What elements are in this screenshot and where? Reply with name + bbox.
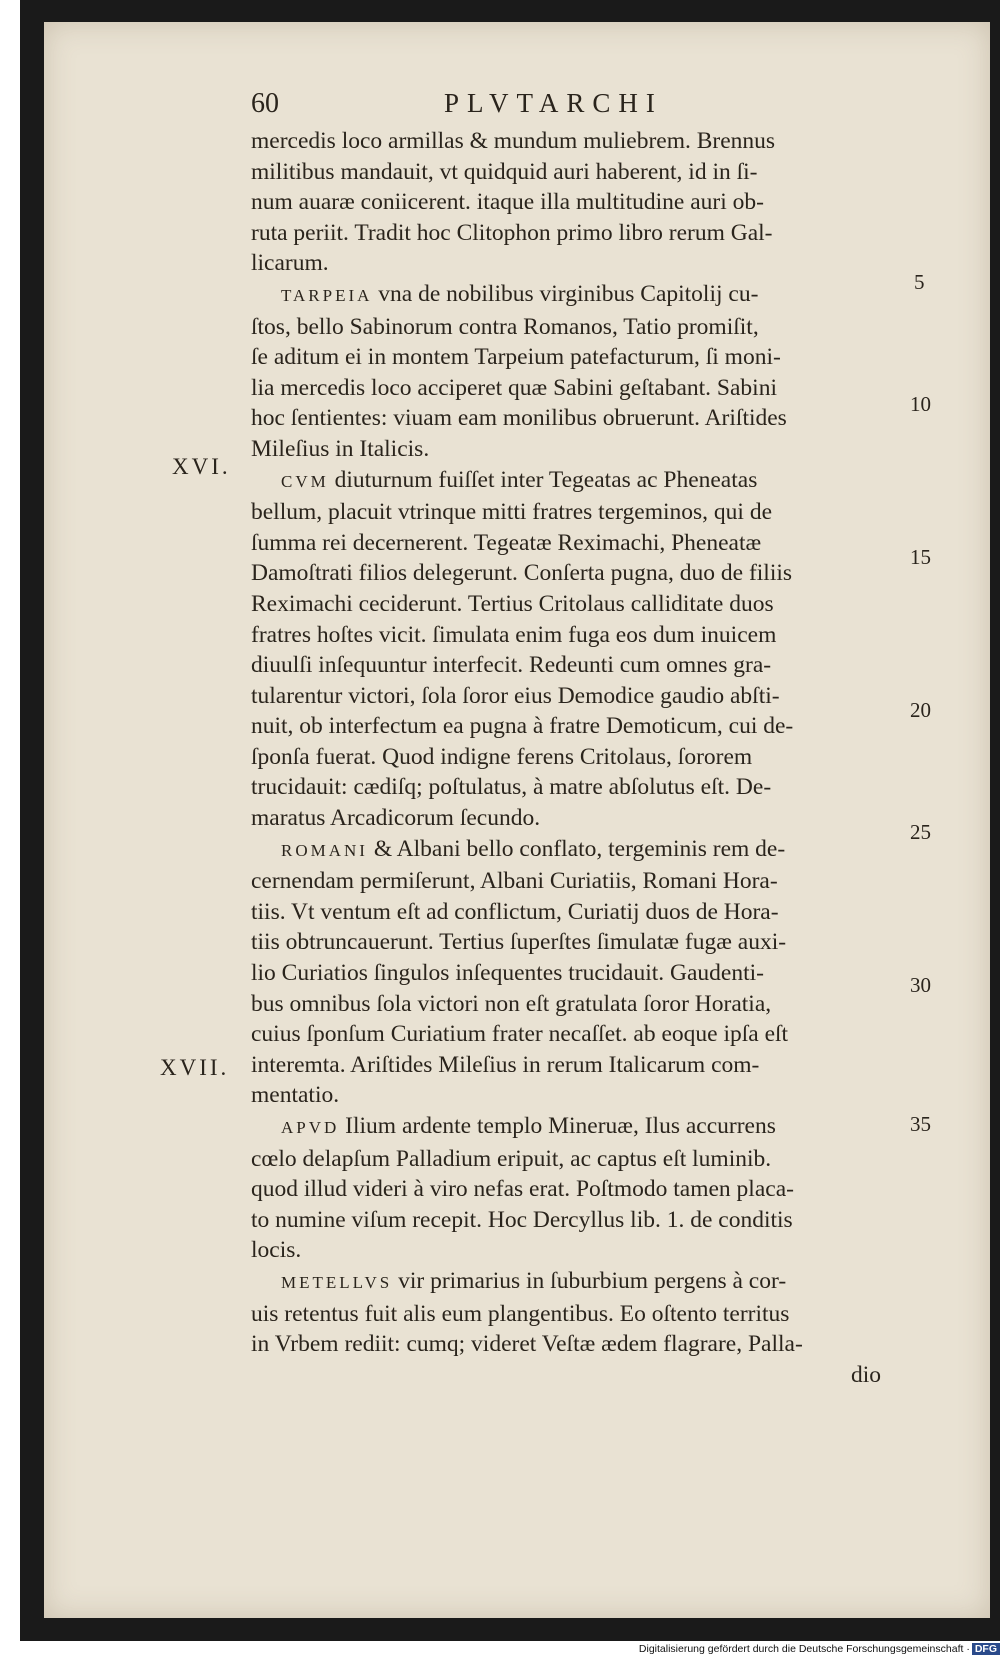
text-line: cuius ſponſum Curiatium frater necaſſet. ab eoque ipſa eſt — [251, 1021, 789, 1048]
text-line: bellum, placuit vtrinque mitti fratres tergeminos, qui de — [251, 499, 773, 526]
line-number-15: 15 — [910, 545, 931, 569]
body-text — [251, 126, 881, 1390]
dfg-logo: DFG — [972, 1643, 1000, 1655]
text-line: Damoſtrati filios delegerunt. Conſerta pugna, duo de filiis — [251, 560, 793, 587]
text-line: tularentur victori, ſola ſoror eius Demodice gaudio abſti- — [251, 682, 780, 709]
text-line: mercedis loco armillas & mundum muliebrem. Brennus — [251, 128, 776, 154]
text-line: in Vrbem rediit: cumq; videret Veſtæ ædem flagrare, Palla- — [251, 1331, 803, 1358]
text-line: fratres hoſtes vicit. ſimulata enim fuga eos dum inuicem — [251, 621, 777, 648]
running-title: PLVTARCHI — [444, 88, 663, 118]
text-line: CVM diuturnum fuiſſet inter Tegeatas ac Pheneatas — [281, 466, 758, 493]
text-line: APVD Ilium ardente templo Mineruæ, Ilus accurrens — [281, 1113, 776, 1139]
line-number-20: 20 — [910, 698, 931, 722]
text-line: uis retentus fuit alis eum plangentibus. Eo oſtento territus — [251, 1300, 790, 1327]
paragraph-lead: TARPEIA — [281, 285, 373, 305]
text-line: nuit, ob interfectum ea pugna à fratre Demoticum, cui de- — [251, 713, 794, 740]
text-line: Reximachi ceciderunt. Tertius Critolaus calliditate duos — [251, 590, 774, 617]
text-line: locis. — [251, 1237, 302, 1264]
section-mark-xvii: XVII. — [160, 1055, 230, 1080]
paragraph-lead: APVD — [281, 1118, 340, 1137]
line-number-25: 25 — [910, 820, 931, 844]
text-line: ſponſa fuerat. Quod indigne ferens Critolaus, ſororem — [251, 743, 753, 770]
text-line: cernendam permiſerunt, Albani Curiatiis, Romani Hora- — [251, 868, 778, 895]
line-number-5: 5 — [914, 270, 925, 294]
text-line: ſtos, bello Sabinorum contra Romanos, Tatio promiſit, — [251, 313, 759, 340]
page-number: 60 — [251, 88, 279, 119]
text-line: tiis. Vt ventum eſt ad conflictum, Curiatij duos de Hora- — [251, 898, 779, 925]
text-line: ſumma rei decernerent. Tegeatæ Reximachi, Pheneatæ — [251, 529, 762, 556]
text-line: hoc ſentientes: viuam eam monilibus obruerunt. Ariſtides — [251, 405, 787, 432]
footer-text: Digitalisierung gefördert durch die Deutsche Forschungsgemeinschaft · — [638, 1643, 970, 1655]
digitization-footer — [600, 1643, 1000, 1661]
text-line: lia mercedis loco acciperet quæ Sabini geſtabant. Sabini — [251, 374, 777, 401]
text-line: militibus mandauit, vt quidquid auri haberent, id in ſi- — [251, 158, 758, 185]
paragraph-romani — [251, 834, 881, 1111]
text-line: to numine viſum recepit. Hoc Dercyllus lib. 1. de conditis — [251, 1206, 793, 1233]
text-line: tiis obtruncauerunt. Tertius ſuperſtes ſimulatæ fugæ auxi- — [251, 929, 787, 956]
text-line: licarum. — [251, 250, 329, 277]
paragraph-1 — [251, 126, 881, 279]
paragraph-xvii — [251, 1111, 881, 1266]
page-header — [44, 88, 990, 124]
text-line: quod illud videri à viro nefas erat. Poſtmodo tamen placa- — [251, 1176, 794, 1203]
catchword: dio — [850, 1361, 881, 1388]
book-page — [44, 22, 990, 1618]
text-line: Mileſius in Italicis. — [251, 435, 430, 462]
text-line: bus omnibus ſola victori non eſt gratulata ſoror Horatia, — [251, 990, 772, 1017]
line-number-30: 30 — [910, 973, 931, 997]
text-line: cœlo delapſum Palladium eripuit, ac captus eſt luminib. — [251, 1145, 772, 1172]
text-line: ruta periit. Tradit hoc Clitophon primo libro rerum Gal- — [251, 219, 773, 246]
text-line: mentatio. — [251, 1082, 340, 1109]
paragraph-lead: CVM — [281, 471, 329, 491]
text-line: lio Curiatios ſingulos inſequentes trucidauit. Gaudenti- — [251, 960, 764, 987]
section-mark-xvi: XVI. — [172, 454, 231, 479]
text-line: maratus Arcadicorum ſecundo. — [251, 805, 541, 832]
paragraph-lead: ROMANI — [281, 840, 368, 860]
line-number-35: 35 — [910, 1112, 931, 1136]
text-line: METELLVS vir primarius in ſuburbium pergens à cor- — [281, 1267, 787, 1294]
text-line: num auaræ coniicerent. itaque illa multitudine auri ob- — [251, 189, 764, 216]
paragraph-tarpeia — [251, 279, 881, 465]
line-number-10: 10 — [910, 392, 931, 416]
text-line: ROMANI & Albani bello conflato, tergeminis rem de- — [281, 835, 786, 862]
text-line: TARPEIA vna de nobilibus virginibus Capitolij cu- — [281, 280, 759, 307]
text-line: interemta. Ariſtides Mileſius in rerum Italicarum com- — [251, 1051, 760, 1078]
paragraph-metellus — [251, 1266, 881, 1390]
text-line: trucidauit: cædiſq; poſtulatus, à matre abſolutus eſt. De- — [251, 774, 772, 801]
paragraph-lead: METELLVS — [281, 1272, 393, 1292]
text-line: diuulſi inſequuntur interfecit. Redeunti cum omnes gra- — [251, 652, 772, 679]
text-line: ſe aditum ei in montem Tarpeium patefacturum, ſi moni- — [251, 344, 781, 371]
paragraph-xvi — [251, 465, 881, 834]
